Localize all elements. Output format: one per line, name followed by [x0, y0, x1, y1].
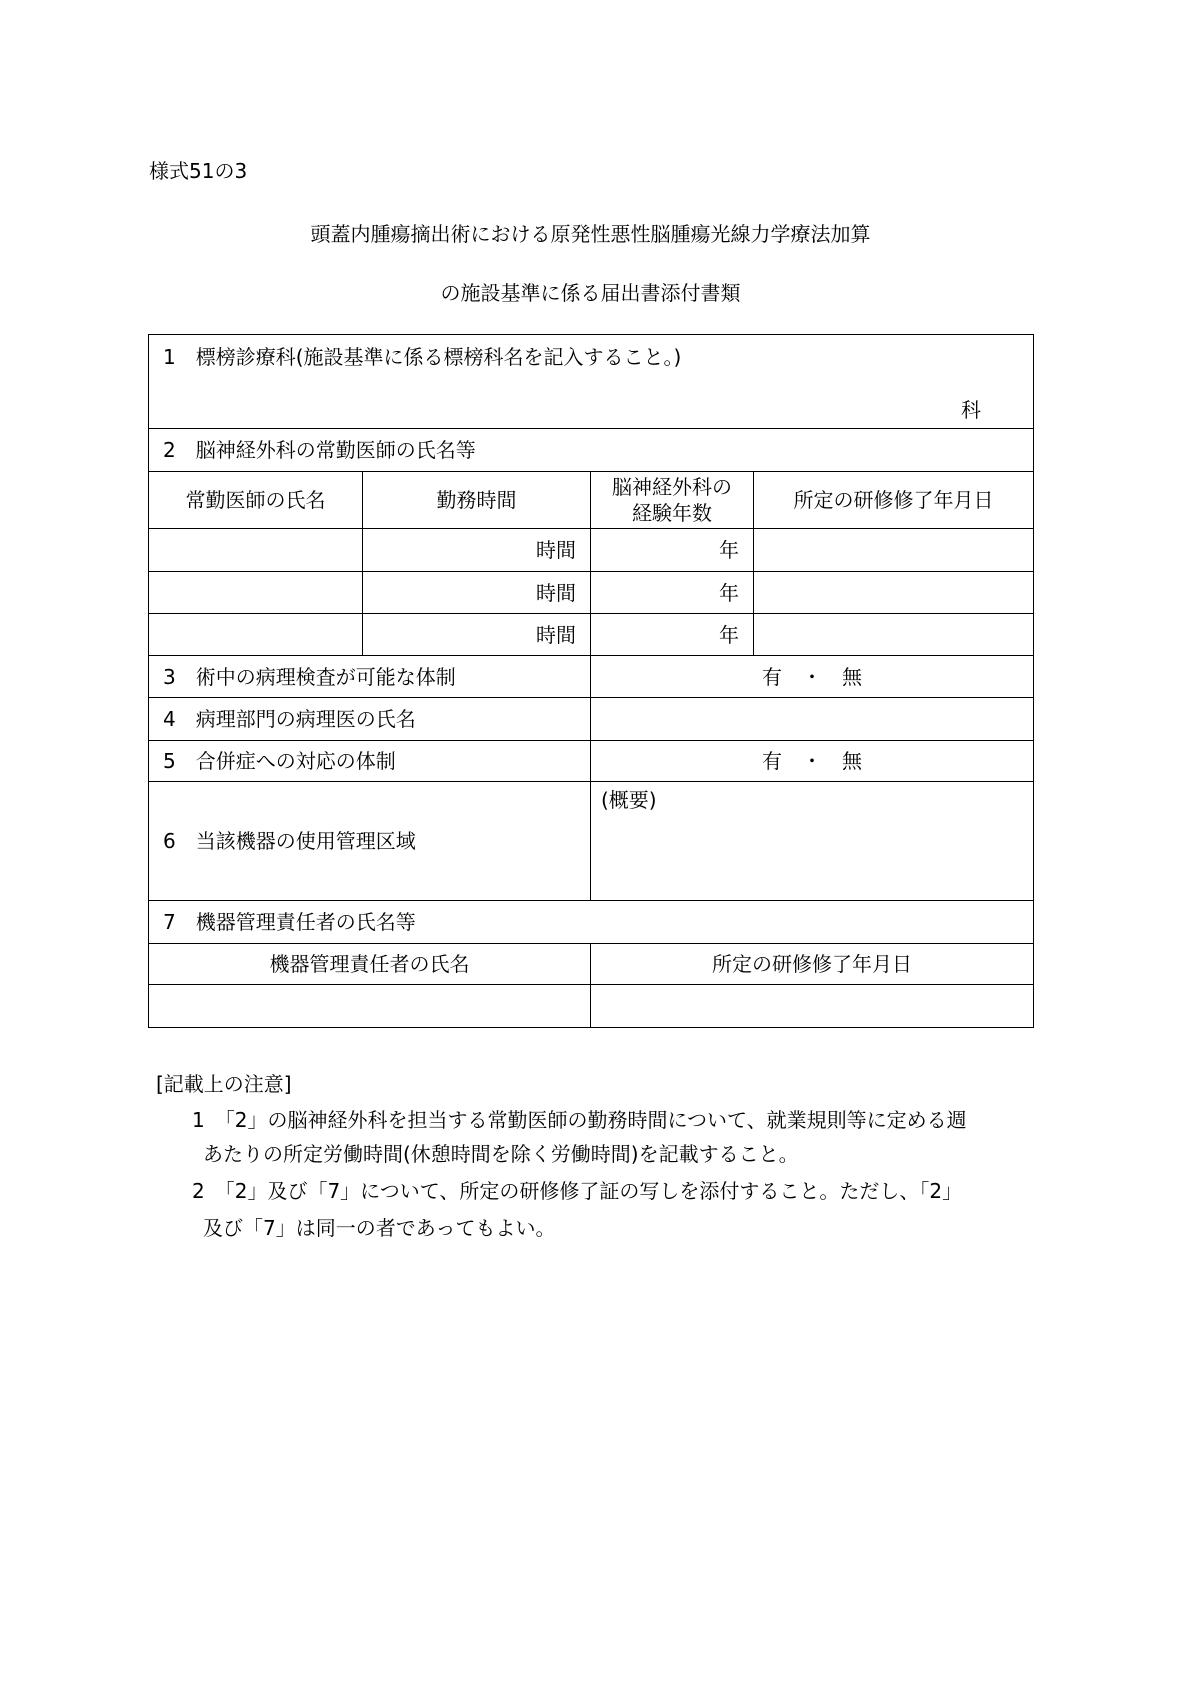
doctor-name-field[interactable]: [149, 529, 363, 572]
header-years-line1: 脳神経外科の: [612, 475, 732, 499]
hours-field[interactable]: 時間: [363, 572, 591, 614]
title-line-2: の施設基準に係る届出書添付書類: [440, 281, 741, 305]
section-1-suffix: 科: [961, 398, 982, 422]
section-1-cell[interactable]: [149, 335, 1034, 429]
section-5-choice[interactable]: 有 ・ 無: [591, 741, 1034, 782]
section-2-header-row: [149, 472, 1034, 529]
section-3-label: 3 術中の病理検査が可能な体制: [149, 656, 591, 698]
section-1-label: 1 標榜診療科(施設基準に係る標榜科名を記入すること。): [163, 345, 682, 369]
title-line-1: 頭蓋内腫瘍摘出術における原発性悪性脳腫瘍光線力学療法加算: [310, 222, 871, 246]
years-field[interactable]: 年: [591, 529, 754, 572]
table-row: [149, 529, 1034, 572]
section-3-choice[interactable]: 有 ・ 無: [591, 656, 1034, 698]
note-2-line-1: 2 「2」及び「7」について、所定の研修修了証の写しを添付すること。ただし、「2」: [192, 1179, 963, 1203]
form-number: 様式51の3: [149, 159, 248, 183]
section-2-label: 2 脳神経外科の常勤医師の氏名等: [149, 429, 1034, 472]
section-1-row: [149, 335, 1034, 429]
section-6-summary-field[interactable]: (概要): [591, 782, 1034, 901]
manager-name-field[interactable]: [149, 985, 591, 1028]
note-2-line-2: 及び「7」は同一の者であってもよい。: [203, 1216, 556, 1240]
doctor-name-field[interactable]: [149, 614, 363, 656]
years-field[interactable]: 年: [591, 572, 754, 614]
manager-training-date-field[interactable]: [591, 985, 1034, 1028]
section-7-label: 7 機器管理責任者の氏名等: [149, 901, 1034, 944]
note-1-line-1: 1 「2」の脳神経外科を担当する常勤医師の勤務時間について、就業規則等に定める週: [192, 1108, 967, 1132]
section-6-label: 6 当該機器の使用管理区域: [149, 782, 591, 901]
header-years-line2: 経験年数: [632, 501, 712, 525]
header-manager-training-date: 所定の研修修了年月日: [591, 944, 1034, 985]
training-date-field[interactable]: [754, 614, 1034, 656]
table-row: [149, 614, 1034, 656]
section-4-label: 4 病理部門の病理医の氏名: [149, 698, 591, 741]
doctor-name-field[interactable]: [149, 572, 363, 614]
hours-field[interactable]: 時間: [363, 529, 591, 572]
header-training-date: 所定の研修修了年月日: [754, 472, 1034, 529]
pathologist-name-field[interactable]: [591, 698, 1034, 741]
application-form-table: [148, 334, 1034, 1028]
header-experience-years: [591, 472, 754, 529]
note-1-line-2: あたりの所定労働時間(休憩時間を除く労働時間)を記載すること。: [203, 1142, 799, 1166]
training-date-field[interactable]: [754, 529, 1034, 572]
header-working-hours: 勤務時間: [363, 472, 591, 529]
years-field[interactable]: 年: [591, 614, 754, 656]
header-manager-name: 機器管理責任者の氏名: [149, 944, 591, 985]
notes-heading: [記載上の注意]: [156, 1072, 292, 1096]
section-5-label: 5 合併症への対応の体制: [149, 741, 591, 782]
hours-field[interactable]: 時間: [363, 614, 591, 656]
table-row: [149, 572, 1034, 614]
header-doctor-name: 常勤医師の氏名: [149, 472, 363, 529]
training-date-field[interactable]: [754, 572, 1034, 614]
